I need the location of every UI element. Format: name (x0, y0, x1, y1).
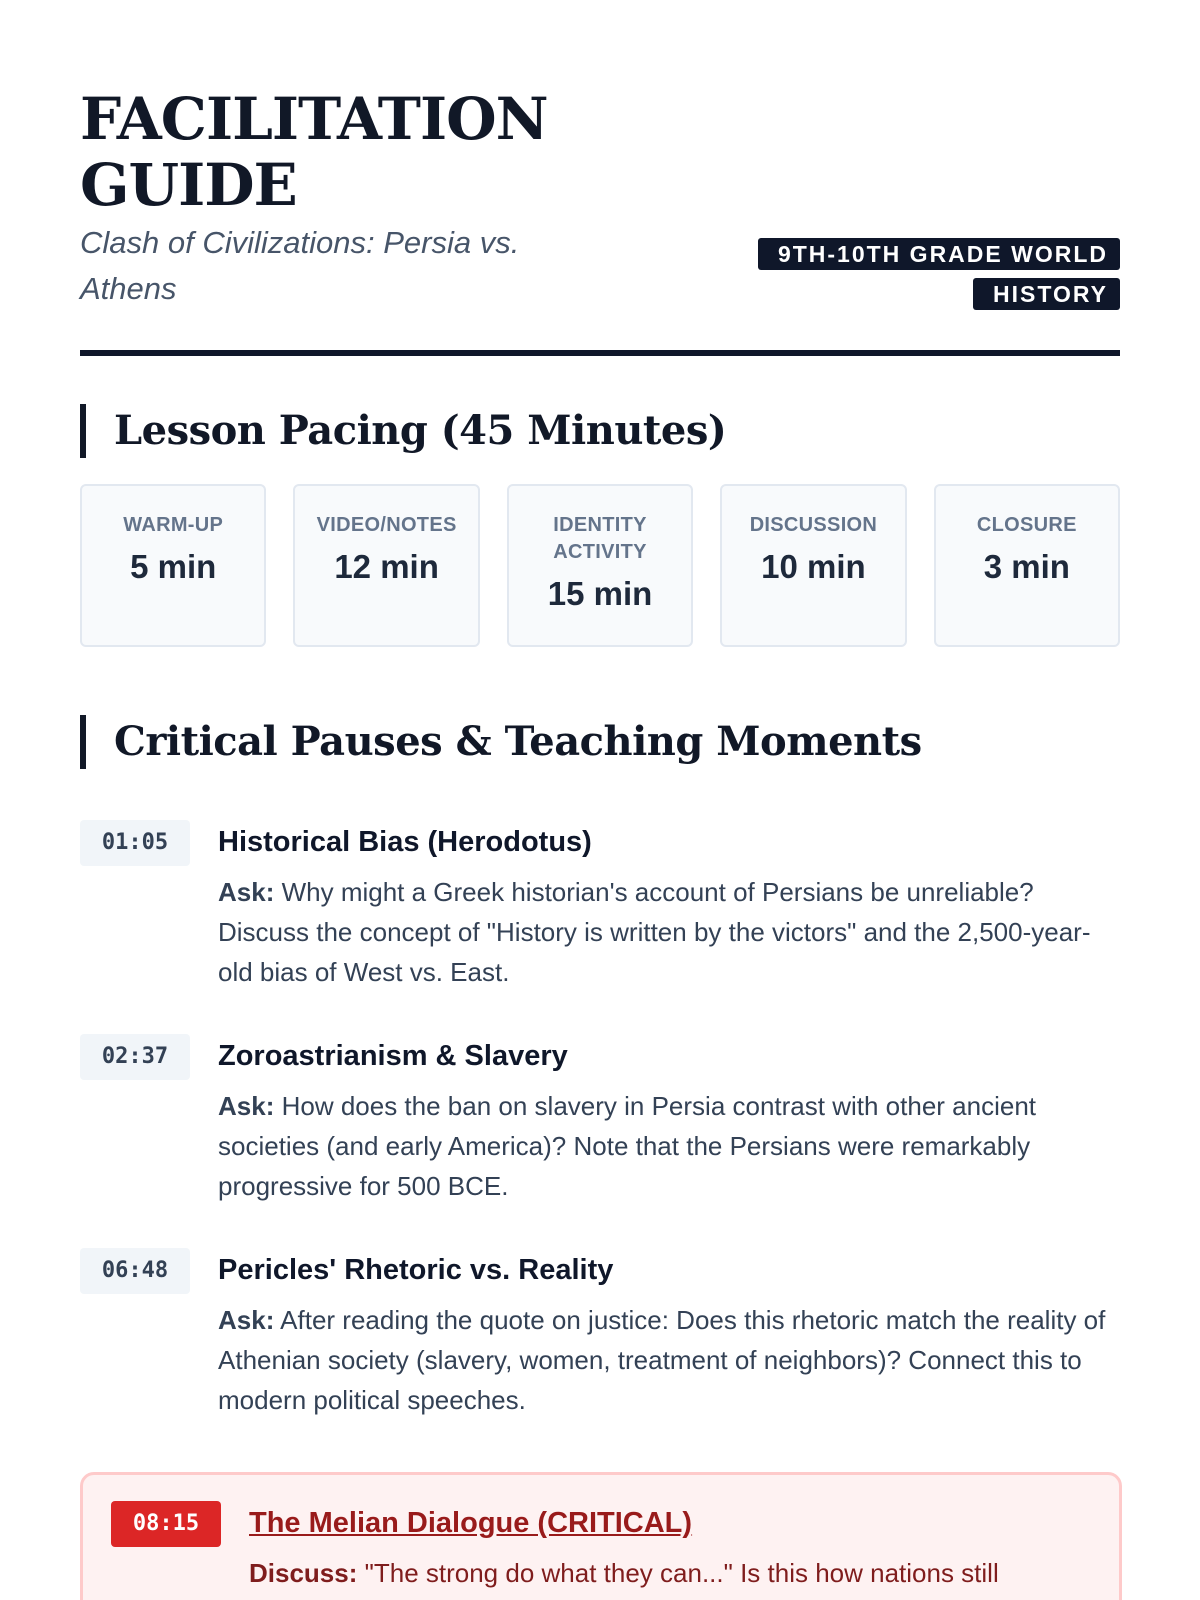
teaching-moment-title: Zoroastrianism & Slavery (218, 1040, 568, 1072)
pacing-card-warm-up (80, 484, 266, 647)
timestamp-chip[interactable]: 02:37 (80, 1034, 190, 1080)
teaching-moment-text (218, 872, 1120, 992)
teaching-moment-body (218, 1248, 1120, 1420)
pacing-label: IDENTITY ACTIVITY (553, 514, 647, 563)
pacing-card-discussion (720, 484, 906, 647)
critical-teaching-moment (80, 1472, 1122, 1600)
prompt-text: How does the ban on slavery in Persia contrast with other ancient societies (and early America)? Note that the Persians were remarkably progressive for 500 BCE. (218, 1091, 1036, 1201)
pacing-duration: 15 min (547, 575, 653, 612)
pacing-card-video-notes (293, 484, 479, 647)
prompt-label: Ask: (218, 877, 275, 907)
pacing-label: DISCUSSION (749, 514, 878, 536)
lesson-subtitle: Clash of Civilizations: Persia vs. Athens (80, 225, 520, 306)
pacing-card-closure (934, 484, 1120, 647)
prompt-label: Ask: (218, 1305, 275, 1335)
teaching-moments-heading: Critical Pauses & Teaching Moments (80, 715, 1120, 769)
page-title: FACILITATION GUIDE (80, 85, 548, 219)
pacing-label: CLOSURE (976, 514, 1077, 536)
pacing-label: WARM-UP (123, 514, 224, 536)
grade-level-badge (750, 234, 1120, 314)
critical-timestamp-chip[interactable]: 08:15 (111, 1501, 221, 1547)
teaching-moment-body (218, 1034, 1120, 1206)
teaching-moment-body (249, 1501, 1119, 1600)
header-divider (80, 350, 1120, 356)
teaching-moment-title: Historical Bias (Herodotus) (218, 826, 592, 858)
prompt-text: Why might a Greek historian's account of Persians be unreliable? Discuss the concept of "History is written by the victors" and the 2,500-year-old bias of West vs. East. (218, 877, 1091, 987)
prompt-text: After reading the quote on justice: Does this rhetoric match the reality of Athenian society (slavery, women, treatment of neighbors)? Connect this to modern political speeches. (218, 1305, 1106, 1415)
pacing-duration: 12 min (334, 548, 439, 585)
pacing-duration: 5 min (130, 548, 217, 585)
teaching-moment (80, 820, 1120, 992)
prompt-text: "The strong do what they can..." Is this how nations still (364, 1558, 999, 1588)
teaching-moment-body (218, 820, 1120, 992)
prompt-label: Ask: (218, 1091, 275, 1121)
guide-header (80, 80, 1120, 354)
timestamp-chip[interactable]: 01:05 (80, 820, 190, 866)
teaching-moment-title: Pericles' Rhetoric vs. Reality (218, 1254, 614, 1286)
timestamp-chip[interactable]: 06:48 (80, 1248, 190, 1294)
teaching-moment-text (218, 1300, 1120, 1420)
pacing-card-identity-activity (507, 484, 693, 647)
teaching-moment-text (218, 1086, 1120, 1206)
prompt-label: Discuss: (249, 1558, 358, 1588)
pacing-duration: 10 min (761, 548, 866, 585)
teaching-moment (80, 1248, 1120, 1420)
grade-level-badge-text: 9TH-10TH GRADE WORLD HISTORY (758, 238, 1120, 310)
pacing-label: VIDEO/NOTES (316, 514, 457, 536)
pacing-duration: 3 min (983, 548, 1070, 585)
critical-moment-title[interactable]: The Melian Dialogue (CRITICAL) (249, 1507, 693, 1539)
teaching-moment (80, 1034, 1120, 1206)
teaching-moment-text (249, 1553, 1119, 1593)
pacing-heading: Lesson Pacing (45 Minutes) (80, 404, 1120, 458)
pacing-cards (80, 484, 1120, 647)
